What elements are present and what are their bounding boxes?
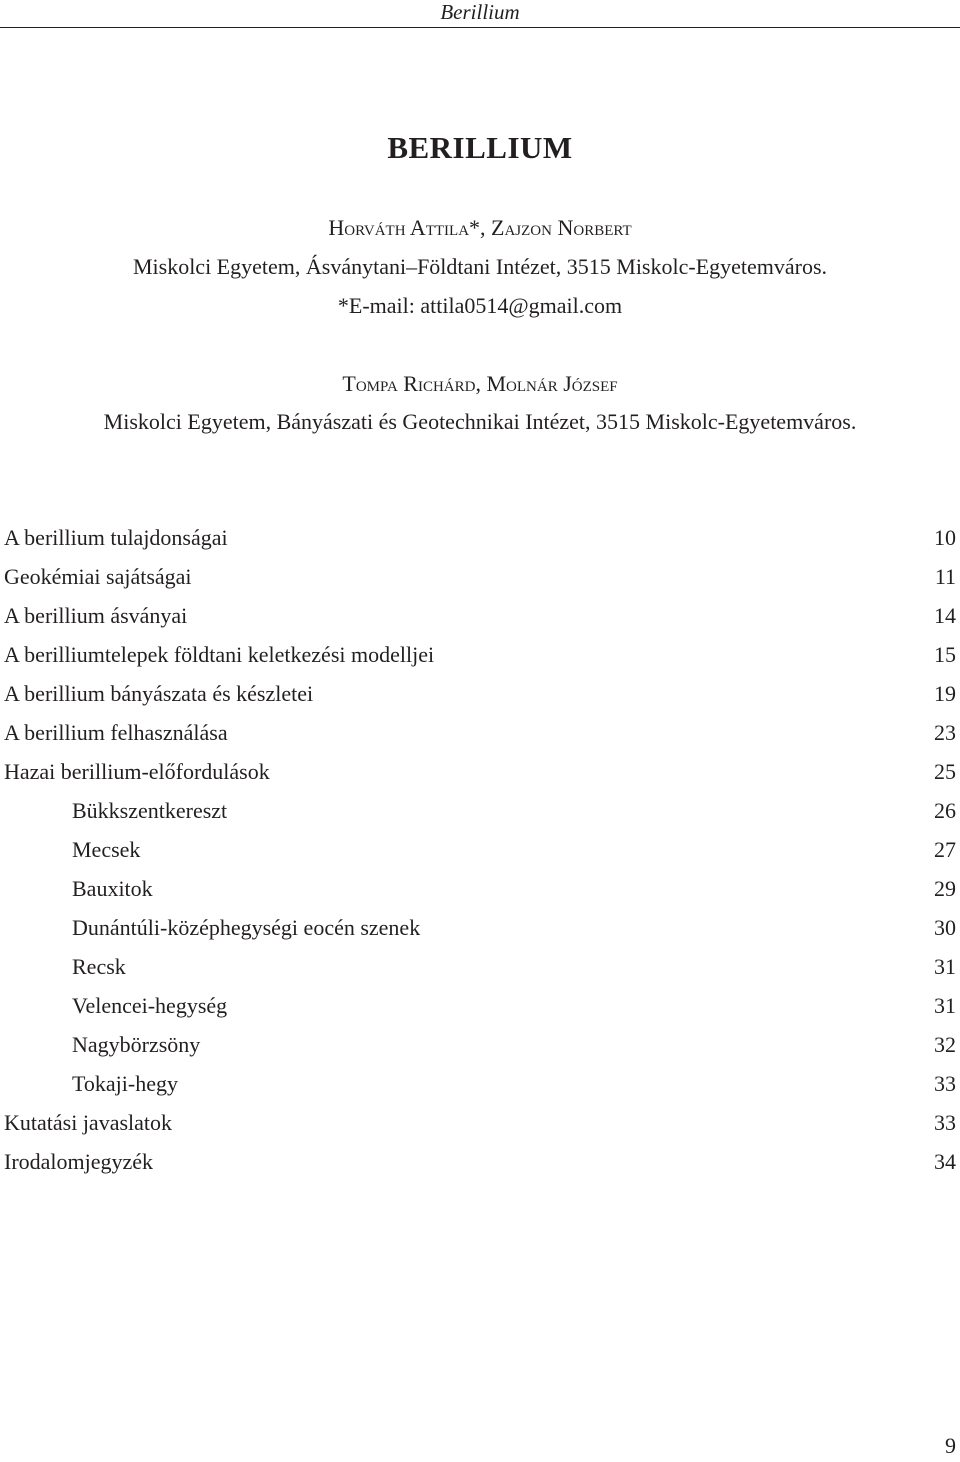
toc-subentry[interactable]	[4, 835, 956, 874]
toc-entry-page: 32	[934, 1032, 956, 1057]
toc-entry[interactable]	[4, 1108, 956, 1147]
toc-entry[interactable]	[4, 562, 956, 601]
running-title: Berillium	[440, 0, 520, 24]
toc-entry-page: 30	[934, 915, 956, 940]
toc-entry-label: Tokaji-hegy	[72, 1071, 178, 1096]
toc-entry-label: A berillium felhasználása	[4, 720, 228, 745]
toc-subentry[interactable]	[4, 874, 956, 913]
toc-entry-label: Mecsek	[72, 837, 141, 862]
toc-entry-page: 33	[934, 1071, 956, 1096]
toc-subentry[interactable]	[4, 796, 956, 835]
toc-subentry[interactable]	[4, 913, 956, 952]
toc-entry-label: Velencei-hegység	[72, 993, 228, 1018]
toc-entry-page: 11	[934, 564, 956, 589]
toc-entry-label: Kutatási javaslatok	[4, 1110, 173, 1135]
toc-entry-page: 14	[934, 603, 956, 628]
author-names-2: Tompa Richárd, Molnár József	[342, 371, 618, 396]
toc-entry-label: A berillium tulajdonságai	[4, 525, 228, 550]
toc-entry[interactable]	[4, 640, 956, 679]
toc-entry-page: 31	[934, 954, 956, 979]
author-email: *E-mail: attila0514@gmail.com	[337, 293, 623, 318]
toc-entry-page: 27	[934, 837, 956, 862]
toc-entry-page: 31	[934, 993, 956, 1018]
article-title: BERILLIUM	[387, 130, 573, 165]
affiliation-2: Miskolci Egyetem, Bányászati és Geotechnikai Intézet, 3515 Miskolc-Egyetemváros.	[103, 409, 857, 434]
toc-entry-label: A berillium ásványai	[4, 603, 188, 628]
toc-entry-page: 26	[934, 798, 956, 823]
running-header	[0, 0, 960, 28]
toc-entry-page: 19	[934, 681, 956, 706]
toc-entry-page: 23	[934, 720, 956, 745]
author-names-1: Horváth Attila*, Zajzon Norbert	[328, 215, 632, 240]
toc-entry-label: Bükkszentkereszt	[72, 798, 228, 823]
affiliation-1: Miskolci Egyetem, Ásványtani–Földtani Intézet, 3515 Miskolc-Egyetemváros.	[132, 254, 828, 279]
page-number: 9	[945, 1433, 956, 1458]
toc-subentry[interactable]	[4, 1069, 956, 1108]
toc-entry-label: Irodalomjegyzék	[4, 1149, 154, 1174]
toc-entry-page: 34	[934, 1149, 956, 1174]
toc-entry[interactable]	[4, 718, 956, 757]
toc-entry-page: 29	[934, 876, 956, 901]
toc-entry-page: 10	[934, 525, 956, 550]
toc-entry-label: Nagybörzsöny	[72, 1032, 201, 1057]
toc-entry-page: 15	[934, 642, 956, 667]
toc-entry-page: 33	[934, 1110, 956, 1135]
toc-entry-label: Hazai berillium-előfordulások	[4, 759, 270, 784]
toc-entry[interactable]	[4, 523, 956, 562]
toc-entry-label: Bauxitok	[72, 876, 153, 901]
toc-entry-label: Recsk	[72, 954, 126, 979]
toc-entry-label: A berilliumtelepek földtani keletkezési modelljei	[4, 642, 435, 667]
toc-entry[interactable]	[4, 679, 956, 718]
toc-entry-label: Geokémiai sajátságai	[4, 564, 192, 589]
toc-subentry[interactable]	[4, 1030, 956, 1069]
toc-entry[interactable]	[4, 601, 956, 640]
toc-entry-label: A berillium bányászata és készletei	[4, 681, 314, 706]
toc-entry-page: 25	[934, 759, 956, 784]
toc-entry-label: Dunántúli-középhegységi eocén szenek	[72, 915, 421, 940]
toc-subentry[interactable]	[4, 952, 956, 991]
table-of-contents	[4, 523, 956, 1186]
toc-entry[interactable]	[4, 1147, 956, 1186]
toc-subentry[interactable]	[4, 991, 956, 1030]
toc-entry[interactable]	[4, 757, 956, 796]
